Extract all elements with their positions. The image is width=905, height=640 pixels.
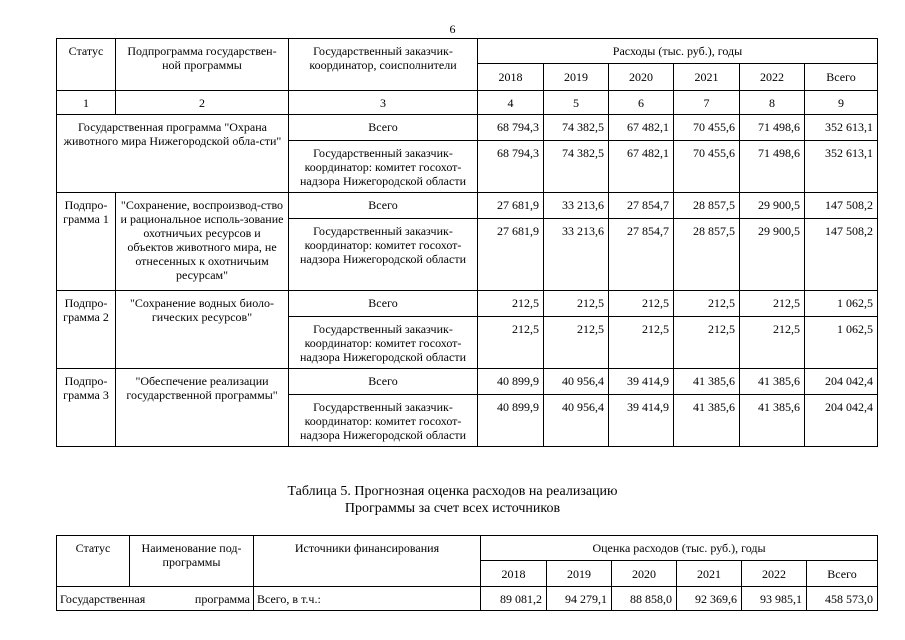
value-cell: 74 382,5 [544, 115, 609, 141]
value-cell: 39 414,9 [609, 369, 674, 395]
value-cell: 89 081,2 [481, 587, 547, 611]
value-cell: 212,5 [674, 317, 740, 369]
header-total: Всего [807, 561, 878, 587]
subprogram-name: "Сохранение, воспроизвод-ство и рациональное исполь-зование охотничьих ресурсов и объектов животного мира, не отнесенных к охотничьим ресурсам" [116, 193, 289, 291]
table-caption-subtitle: Программы за счет всех источников [344, 501, 561, 516]
header-customer: Государственный заказчик-координатор, соисполнители [289, 39, 478, 91]
header-subprogram: Подпрограмма государствен-ной программы [116, 39, 289, 91]
total-cell: 352 613,1 [805, 141, 878, 193]
header-year: 2019 [544, 64, 609, 91]
value-cell: 41 385,6 [740, 369, 805, 395]
header-status: Статус [57, 39, 116, 91]
header-expenses: Расходы (тыс. руб.), годы [478, 39, 878, 64]
header-status: Статус [57, 536, 130, 587]
total-cell: 147 508,2 [805, 193, 878, 219]
value-cell: 40 899,9 [478, 369, 544, 395]
value-cell: 41 385,6 [740, 395, 805, 447]
source-label: Всего [289, 193, 478, 219]
program-title: Государственная программа "Охрана животного мира Нижегородской обла-сти" [57, 115, 289, 193]
subprogram-name: "Сохранение водных биоло-гических ресурсов" [116, 291, 289, 369]
header-year: 2018 [481, 561, 547, 587]
program-name-right: программа [194, 591, 250, 606]
header-year: 2022 [740, 64, 805, 91]
value-cell: 74 382,5 [544, 141, 609, 193]
value-cell: 67 482,1 [609, 141, 674, 193]
total-cell: 1 062,5 [805, 291, 878, 317]
subprogram-status: Подпро-грамма 1 [57, 193, 116, 291]
header-year: 2021 [677, 561, 742, 587]
value-cell: 33 213,6 [544, 219, 609, 291]
source-label: Всего, в т.ч.: [254, 587, 481, 611]
value-cell: 33 213,6 [544, 193, 609, 219]
total-cell: 1 062,5 [805, 317, 878, 369]
subprogram-status: Подпро-грамма 3 [57, 369, 116, 447]
column-number: 5 [544, 91, 609, 115]
source-label: Государственный заказчик-координатор: комитет госохот-надзора Нижегородской области [289, 395, 478, 447]
header-year: 2020 [612, 561, 677, 587]
value-cell: 27 854,7 [609, 219, 674, 291]
value-cell: 67 482,1 [609, 115, 674, 141]
value-cell: 29 900,5 [740, 219, 805, 291]
column-number: 7 [674, 91, 740, 115]
header-year: 2021 [674, 64, 740, 91]
value-cell: 71 498,6 [740, 115, 805, 141]
value-cell: 212,5 [609, 291, 674, 317]
value-cell: 27 854,7 [609, 193, 674, 219]
program-name-left: Государственная [60, 591, 146, 606]
value-cell: 40 956,4 [544, 369, 609, 395]
source-label: Государственный заказчик-координатор: комитет госохот-надзора Нижегородской области [289, 219, 478, 291]
table-row [57, 193, 878, 219]
header-year: 2018 [478, 64, 544, 91]
table-caption: Таблица 5. Прогнозная оценка расходов на реализацию [287, 484, 618, 499]
value-cell: 28 857,5 [674, 219, 740, 291]
header-year: 2020 [609, 64, 674, 91]
program-name-cell [57, 587, 254, 611]
value-cell: 70 455,6 [674, 115, 740, 141]
source-label: Всего [289, 291, 478, 317]
value-cell: 40 956,4 [544, 395, 609, 447]
header-sources: Источники финансирования [254, 536, 481, 587]
total-cell: 204 042,4 [805, 395, 878, 447]
value-cell: 68 794,3 [478, 141, 544, 193]
value-cell: 41 385,6 [674, 369, 740, 395]
header-year: 2019 [547, 561, 612, 587]
value-cell: 212,5 [674, 291, 740, 317]
column-number: 6 [609, 91, 674, 115]
value-cell: 71 498,6 [740, 141, 805, 193]
column-number: 4 [478, 91, 544, 115]
value-cell: 88 858,0 [612, 587, 677, 611]
value-cell: 212,5 [544, 291, 609, 317]
value-cell: 92 369,6 [677, 587, 742, 611]
value-cell: 39 414,9 [609, 395, 674, 447]
total-cell: 147 508,2 [805, 219, 878, 291]
value-cell: 68 794,3 [478, 115, 544, 141]
column-number: 1 [57, 91, 116, 115]
value-cell: 41 385,6 [674, 395, 740, 447]
source-label: Всего [289, 115, 478, 141]
column-number: 9 [805, 91, 878, 115]
header-year: 2022 [742, 561, 807, 587]
value-cell: 212,5 [740, 291, 805, 317]
value-cell: 28 857,5 [674, 193, 740, 219]
value-cell: 212,5 [478, 291, 544, 317]
table-row [57, 291, 878, 317]
forecast-table [56, 535, 878, 611]
value-cell: 94 279,1 [547, 587, 612, 611]
source-label: Всего [289, 369, 478, 395]
header-subprogram-name: Наименование под-программы [130, 536, 254, 587]
total-cell: 352 613,1 [805, 115, 878, 141]
value-cell: 27 681,9 [478, 219, 544, 291]
total-cell: 204 042,4 [805, 369, 878, 395]
value-cell: 27 681,9 [478, 193, 544, 219]
subprogram-name: "Обеспечение реализации государственной программы" [116, 369, 289, 447]
value-cell: 29 900,5 [740, 193, 805, 219]
header-estimate: Оценка расходов (тыс. руб.), годы [481, 536, 878, 561]
total-cell: 458 573,0 [807, 587, 878, 611]
table-row [57, 115, 878, 141]
table-row [57, 369, 878, 395]
page-number: 6 [449, 22, 456, 36]
header-total: Всего [805, 64, 878, 91]
column-number: 8 [740, 91, 805, 115]
subprogram-status: Подпро-грамма 2 [57, 291, 116, 369]
column-number: 2 [116, 91, 289, 115]
value-cell: 93 985,1 [742, 587, 807, 611]
value-cell: 40 899,9 [478, 395, 544, 447]
source-label: Государственный заказчик-координатор: комитет госохот-надзора Нижегородской области [289, 317, 478, 369]
value-cell: 212,5 [740, 317, 805, 369]
source-label: Государственный заказчик-координатор: комитет госохот-надзора Нижегородской области [289, 141, 478, 193]
value-cell: 212,5 [478, 317, 544, 369]
value-cell: 212,5 [609, 317, 674, 369]
value-cell: 212,5 [544, 317, 609, 369]
table-row [57, 587, 878, 611]
value-cell: 70 455,6 [674, 141, 740, 193]
column-number: 3 [289, 91, 478, 115]
expenses-table [56, 38, 878, 447]
